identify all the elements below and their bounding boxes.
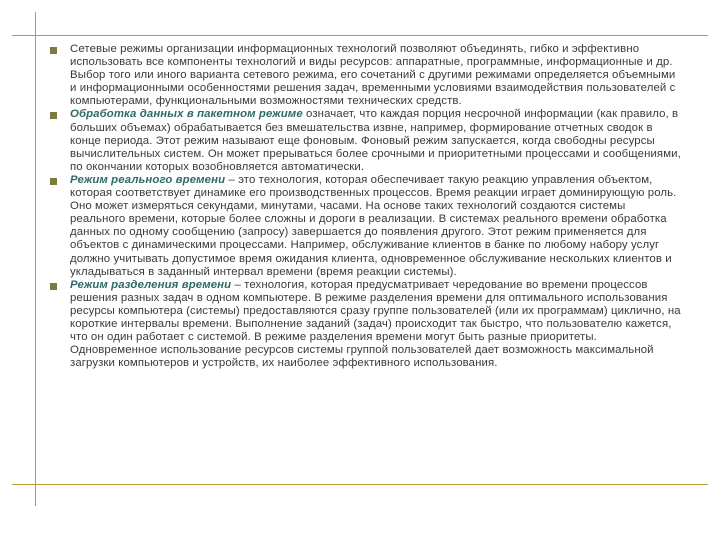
bullet-list	[50, 43, 682, 370]
list-item	[50, 108, 682, 173]
top-rule	[12, 35, 708, 36]
list-item	[50, 43, 682, 108]
list-item	[50, 174, 682, 279]
paragraph-body: – технология, которая предусматривает чередование во времени процессов решения разных задач в одном компьютере. В режиме разделения времени для оптимального использования ресурсы компьютера (системы) предоставляются сразу группе пользователей (или их программам) циклично, на короткие интервалы времени. Выполнение заданий (задач) происходит так быстро, что пользователю кажется, что он один работает с системой. В режиме разделения времени могут быть разные приоритеты. Одновременное использование ресурсов системы группой пользователей дает возможность максимальной загрузки компьютеров и устройств, их наиболее эффективного использования.	[70, 278, 681, 370]
square-bullet-icon	[50, 108, 70, 123]
paragraph-body: – это технология, которая обеспечивает такую реакцию управления объектом, которая соответствует динамике его производственных процессов. Время реакции играет доминирующую роль. Оно может измеряться секундами, минутами, часами. На основе таких технологий создаются системы реального времени, которые более сложны и дороги в реализации. В системах реального времени обработка данных по одному сообщению (запросу) завершается до появления другого. Этот режим применяется для объектов с динамическими процессами. Например, обслуживание клиентов в банке по любому набору услуг должно учитывать допустимое время ожидания клиента, одновременное обслуживание нескольких клиентов и укладываться в заданный интервал времени (время реакции системы).	[70, 173, 677, 278]
paragraph-time-sharing-mode	[70, 279, 682, 371]
square-bullet-icon	[50, 174, 70, 189]
paragraph-term: Обработка данных в пакетном режиме	[70, 108, 303, 121]
paragraph-term: Режим реального времени	[70, 173, 226, 186]
paragraph-term: Режим разделения времени	[70, 278, 232, 291]
square-bullet-icon	[50, 279, 70, 294]
paragraph-networked-modes	[70, 43, 682, 108]
paragraph-batch-mode	[70, 108, 682, 173]
square-bullet-icon	[50, 43, 70, 58]
paragraph-body: Сетевые режимы организации информационных технологий позволяют объединять, гибко и эффективно использовать все компоненты технологий и виды ресурсов: аппаратные, программные, информационные и др. Выбор того или иного варианта сетевого режима, его сочетаний с другими режимами определяется объемными и информационными особенностями решения задач, временными условиями взаимодействия пользователей с компьютерами, функциональными возможностями технических средств.	[70, 43, 676, 108]
list-item	[50, 279, 682, 371]
paragraph-real-time-mode	[70, 174, 682, 279]
vertical-rule	[35, 12, 36, 506]
bottom-rule	[12, 484, 708, 485]
paragraph-body: означает, что каждая порция несрочной информации (как правило, в больших объемах) обрабатывается без вмешательства извне, например, формирование отчетных сводок в конце периода. Этот режим называют еще фоновым. Фоновый режим запускается, когда свободны ресурсы вычислительных систем. Он может прерываться более срочными и приоритетными процессами и сообщениями, по окончании которых возобновляется автоматически.	[70, 108, 681, 173]
